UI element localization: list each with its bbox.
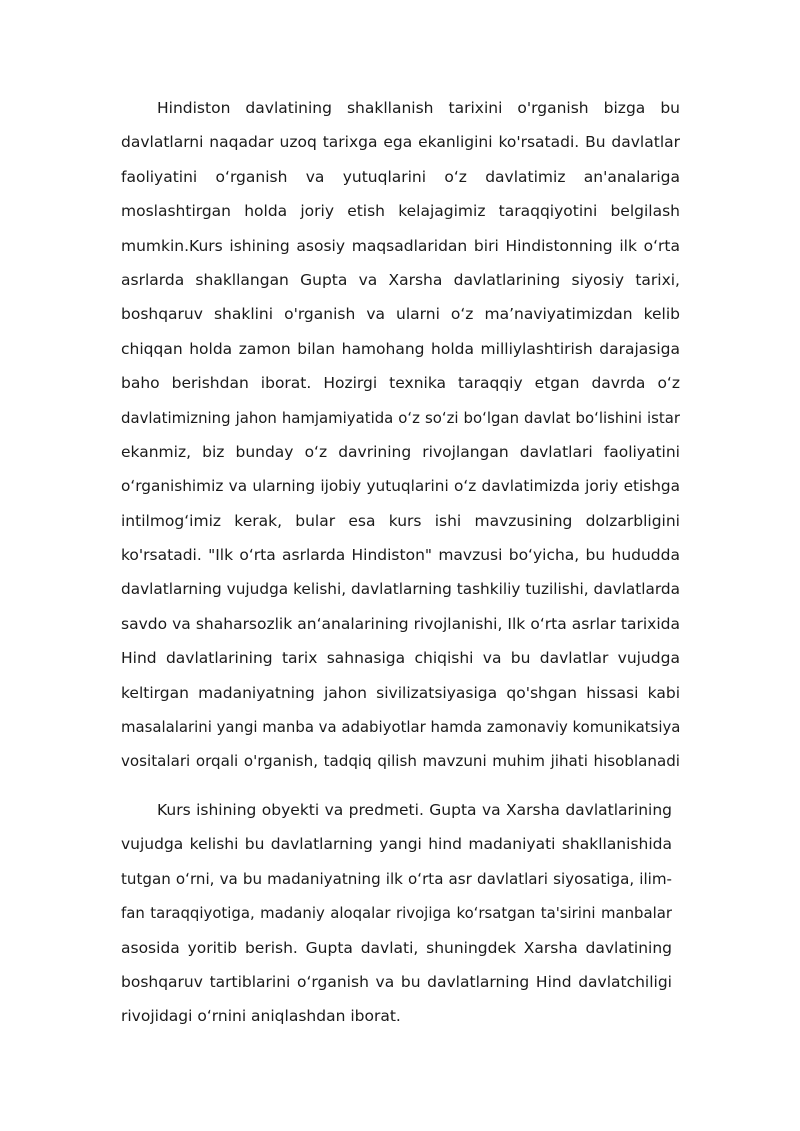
- text-line: masalalarini yangi manba va adabiyotlar hamda zamonaviy komunikatsiya: [121, 718, 681, 737]
- text-line: savdo va shaharsozlik anʻanalarining rivojlanishi, Ilk oʻrta asrlar tarixida: [121, 614, 680, 633]
- text-line: Kurs ishining obyekti va predmeti. Gupta va Xarsha davlatlarining: [157, 801, 672, 819]
- text-line: intilmogʻimiz kerak, bular esa kurs ishi mavzusining dolzarbligini: [121, 511, 680, 530]
- text-line: davlatlarning vujudga kelishi, davlatlarning tashkiliy tuzilishi, davlatlarda: [121, 580, 680, 599]
- text-line: davlatlarni naqadar uzoq tarixga ega ekanligini ko'rsatadi. Bu davlatlar: [121, 133, 680, 152]
- text-line: keltirgan madaniyatning jahon sivilizatsiyasiga qo'shgan hissasi kabi: [121, 683, 680, 702]
- text-line: fan taraqqiyotiga, madaniy aloqalar rivojiga koʻrsatgan ta'sirini manbalar: [121, 904, 672, 923]
- text-line: oʻrganishimiz va ularning ijobiy yutuqlarini oʻz davlatimizda joriy etishga: [121, 477, 680, 496]
- text-line: vujudga kelishi bu davlatlarning yangi hind madaniyati shakllanishida: [121, 835, 672, 854]
- text-line: chiqqan holda zamon bilan hamohang holda milliylashtirish darajasiga: [121, 339, 680, 358]
- text-line: boshqaruv shaklini o'rganish va ularni oʻz maʼnaviyatimizdan kelib: [121, 305, 680, 324]
- text-line: asrlarda shakllangan Gupta va Xarsha davlatlarining siyosiy tarixi,: [121, 270, 680, 289]
- text-line: moslashtirgan holda joriy etish kelajagimiz taraqqiyotini belgilash: [121, 202, 680, 221]
- text-line: vositalari orqali o'rganish, tadqiq qilish mavzuni muhim jihati hisoblanadi: [121, 752, 680, 771]
- text-line: boshqaruv tartiblarini oʻrganish va bu davlatlarning Hind davlatchiligi: [121, 972, 672, 991]
- text-line: Hind davlatlarining tarix sahnasiga chiqishi va bu davlatlar vujudga: [121, 649, 680, 668]
- paragraph-object-subject: [121, 793, 672, 1034]
- text-line: tutgan oʻrni, va bu madaniyatning ilk oʻrta asr davlatlari siyosatiga, ilim-: [121, 869, 672, 888]
- text-line: ko'rsatadi. "Ilk oʻrta asrlarda Hindiston" mavzusi boʻyicha, bu hududda: [121, 546, 680, 565]
- text-line: mumkin.Kurs ishining asosiy maqsadlaridan biri Hindistonning ilk oʻrta: [121, 236, 680, 255]
- text-line: Hindiston davlatining shakllanish tarixini o'rganish bizga bu: [157, 99, 680, 117]
- text-line: faoliyatini oʻrganish va yutuqlarini oʻz davlatimiz an'analariga: [121, 167, 680, 186]
- text-line: baho berishdan iborat. Hozirgi texnika taraqqiy etgan davrda oʻz: [121, 374, 680, 393]
- text-line: rivojidagi oʻrnini aniqlashdan iborat.: [121, 1007, 401, 1026]
- text-line: ekanmiz, biz bunday oʻz davrining rivojlangan davlatlari faoliyatini: [121, 442, 680, 461]
- text-line: asosida yoritib berish. Gupta davlati, shuningdek Xarsha davlatining: [121, 938, 672, 957]
- paragraph-intro: [121, 91, 680, 779]
- text-line: davlatimizning jahon hamjamiyatida oʻz soʻzi boʻlgan davlat boʻlishini istar: [121, 408, 680, 427]
